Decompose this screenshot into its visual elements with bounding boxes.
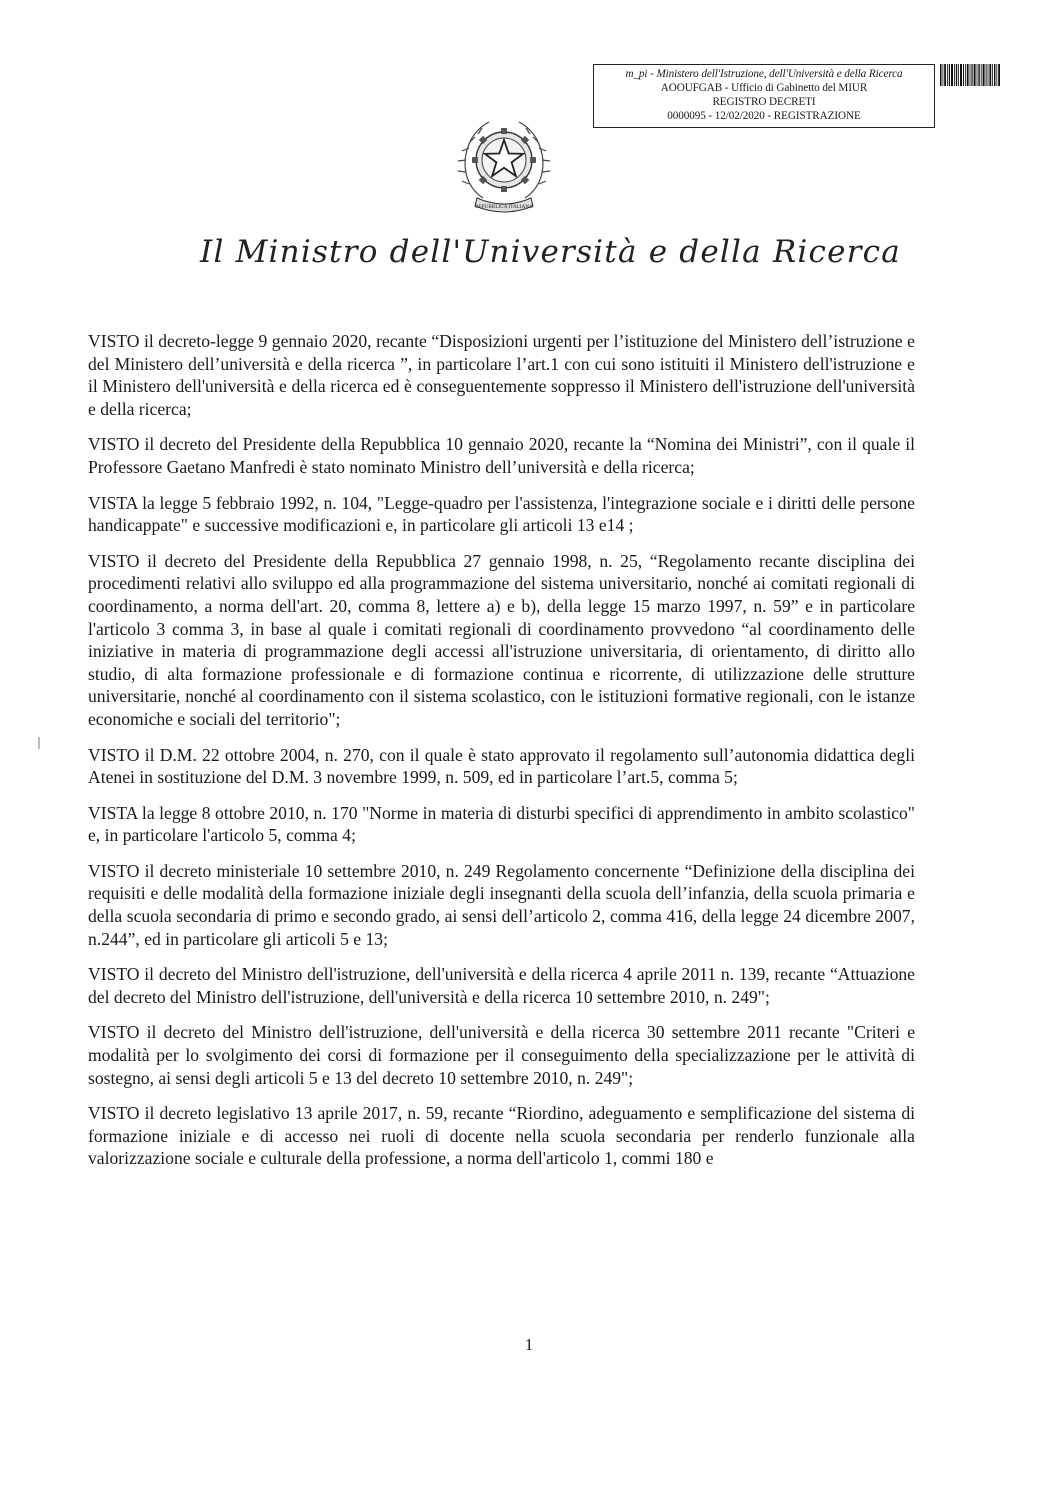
barcode-icon [940, 64, 1000, 86]
recital-paragraph: VISTO il D.M. 22 ottobre 2004, n. 270, con il quale è stato approvato il regolamento sull’autonomia didattica degli Atenei in sostituzione del D.M. 3 novembre 1999, n. 509, ed in particolare l’art.5, comma 5; [88, 744, 915, 788]
recital-paragraph: VISTO il decreto del Ministro dell'istruzione, dell'università e della ricerca 4 aprile 2011 n. 139, recante “Attuazione del decreto del Ministro dell'istruzione, dell'università e della ricerca 10 settembre 2010, n. 249"; [88, 964, 915, 1007]
stamp-office-line: AOOUFGAB - Ufficio di Gabinetto del MIUR [660, 82, 868, 94]
page-title: Il Ministro dell'Università e della Ricerca [200, 234, 901, 270]
recital-paragraph: VISTA la legge 5 febbraio 1992, n. 104, "Legge-quadro per l'assistenza, l'integrazione sociale e i diritti delle persone handicappate" e successive modificazioni e, in particolare gli articoli 13 e14 ; [88, 492, 915, 536]
recital-paragraph: VISTO il decreto legislativo 13 aprile 2017, n. 59, recante “Riordino, adeguamento e semplificazione del sistema di formazione iniziale e di accesso nei ruoli di docente nella scuola secondaria per renderlo funzionale alla valorizzazione sociale e culturale della professione, a norma dell'articolo 1, commi 180 e [88, 1103, 915, 1169]
stamp-ministry-line: m_pi - Ministero dell'Istruzione, dell'Università e della Ricerca [625, 68, 903, 80]
recital-paragraph: VISTO il decreto-legge 9 gennaio 2020, recante “Disposizioni urgenti per l’istituzione del Ministero dell’istruzione e del Ministero dell’università e della ricerca ”, in particolare l’art.1 con cui sono istituiti il Ministero dell'istruzione e il Ministero dell'università e della ricerca ed è conseguentemente soppresso il Ministero dell'istruzione dell'università e della ricerca; [88, 331, 915, 419]
page-number: 1 [524, 1335, 534, 1354]
recital-paragraph: VISTA la legge 8 ottobre 2010, n. 170 "Norme in materia di disturbi specifici di apprendimento in ambito scolastico" e, in particolare l'articolo 5, comma 4; [88, 802, 915, 846]
recital-paragraph: VISTO il decreto del Presidente della Repubblica 10 gennaio 2020, recante la “Nomina dei Ministri”, con il quale il Professore Gaetano Manfredi è stato nominato Ministro dell’università e della ricerca; [88, 434, 915, 477]
recital-paragraph: VISTO il decreto del Ministro dell'istruzione, dell'università e della ricerca 30 settembre 2011 recante "Criteri e modalità per lo svolgimento dei corsi di formazione per il conseguimento della specializzazione per le attività di sostegno, ai sensi degli articoli 5 e 13 del decreto 10 settembre 2010, n. 249"; [88, 1022, 915, 1088]
emblem-ribbon-label: REPUBBLICA ITALIANA [475, 204, 533, 210]
protocol-stamp [593, 64, 935, 128]
italian-republic-emblem-icon [455, 106, 553, 214]
recital-paragraph: VISTO il decreto del Presidente della Repubblica 27 gennaio 1998, n. 25, “Regolamento recante disciplina dei procedimenti relativi allo sviluppo ed alla programmazione del sistema universitario, nonché ai comitati regionali di coordinamento, a norma dell'art. 20, comma 8, lettere a) e b), della legge 15 marzo 1997, n. 59” e in particolare l'articolo 3 comma 3, in base al quale i comitati regionali di coordinamento provvedono “al coordinamento delle iniziative in materia di programmazione degli accessi all'istruzione universitaria, di orientamento, di diritto allo studio, di alta formazione professionale e di formazione continua e ricorrente, di utilizzazione delle strutture universitarie, nonché al coordinamento con il sistema scolastico, con le istituzioni formative regionali, con le istanze economiche e sociali del territorio"; [88, 550, 915, 729]
recital-paragraph: VISTO il decreto ministeriale 10 settembre 2010, n. 249 Regolamento concernente “Definizione della disciplina dei requisiti e delle modalità della formazione iniziale degli insegnanti della scuola dell’infanzia, della scuola primaria e della scuola secondaria di primo e secondo grado, ai sensi dell’articolo 2, comma 416, della legge 24 dicembre 2007, n.244”, ed in particolare gli articoli 5 e 13; [88, 860, 915, 949]
stamp-registration-line: 0000095 - 12/02/2020 - REGISTRAZIONE [667, 110, 861, 122]
scan-margin-mark [38, 737, 40, 749]
stamp-register-line: REGISTRO DECRETI [712, 96, 816, 108]
document-body [88, 330, 915, 1183]
